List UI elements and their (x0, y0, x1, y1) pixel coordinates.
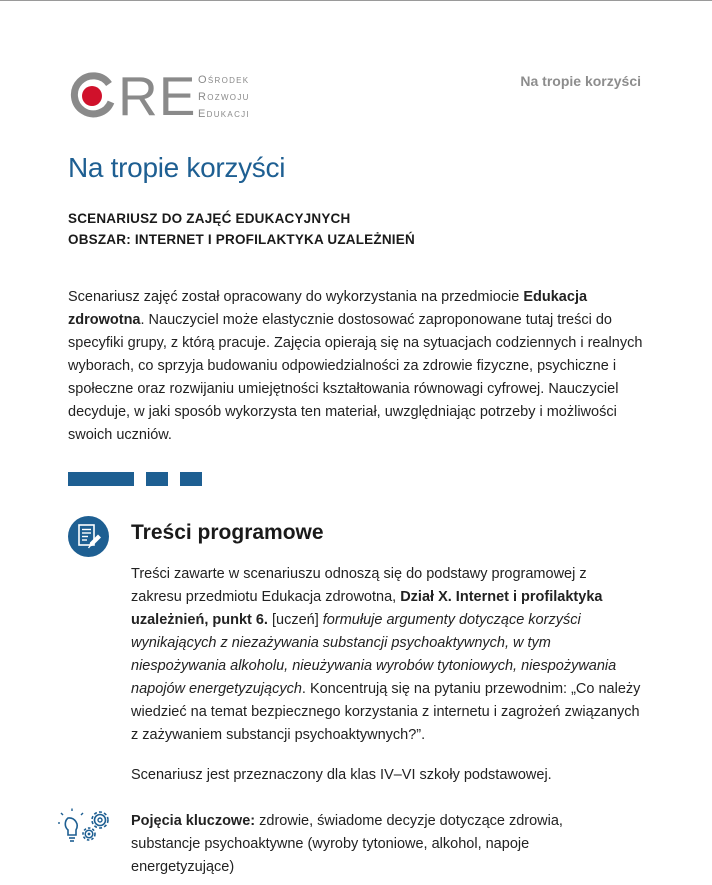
decorative-bar-long (68, 472, 134, 486)
section-curriculum-italic: formułuje argumenty dotyczące korzyści wynikających z niezażywania substancji psychoaktywnych, w tym niespożywania alkoholu, nieużywania wyrobów tytoniowych, niespożywania napojów energetyzujących (131, 612, 617, 697)
intro-subject-bold: Edukacja zdrowotna (68, 289, 588, 328)
section-text-1: Treści zawarte w scenariuszu odnoszą się do podstawy programowej z zakresu przedmiotu Edukacja zdrowotna, (131, 566, 587, 605)
target-audience-note: Scenariusz jest przeznaczony dla klas IV–VI szkoły podstawowej. (131, 767, 552, 783)
logo-line-3: Edukacji (198, 108, 250, 120)
section-text-3: . Koncentrują się na pytaniu przewodnim: „Co należy wiedzieć na temat bezpiecznego korzystania z internetu i zagrożeń związanych z zażywaniem substancji psychoaktywnych?”. (131, 681, 641, 743)
intro-paragraph (68, 286, 648, 447)
decorative-bar-short (180, 472, 202, 486)
logo-line-2: Rozwoju (198, 91, 250, 103)
section-title: Treści programowe (131, 521, 324, 544)
top-border-line (0, 0, 712, 1)
key-concepts-text: zdrowie, świadome decyzje dotyczące zdrowia, substancje psychoaktywne (wyroby tytoniowe, alkohol, napoje energetyzujące) (131, 813, 563, 875)
decorative-bar-short (146, 472, 168, 486)
logo-ring-icon (68, 72, 116, 120)
section-text-2: [uczeń] (267, 612, 323, 628)
section-body (131, 563, 641, 747)
logo-letters: RE (118, 65, 197, 127)
running-title: Na tropie korzyści (520, 73, 641, 89)
subtitle-line-1: SCENARIUSZ DO ZAJĘĆ EDUKACYJNYCH (68, 211, 351, 226)
key-concepts-label: Pojęcia kluczowe: (131, 813, 256, 829)
logo-line-1: Ośrodek (198, 74, 250, 86)
logo-text (198, 72, 250, 123)
subtitle (68, 208, 415, 250)
document-pen-icon (68, 516, 109, 557)
key-concepts (131, 810, 631, 879)
page-title: Na tropie korzyści (68, 152, 286, 183)
section-curriculum-bold: Dział X. Internet i profilaktyka uzależnień, punkt 6. (131, 589, 603, 628)
lightbulb-gears-icon (58, 808, 114, 848)
intro-text-2: . Nauczyciel może elastycznie dostosować zaproponowane tutaj treści do specyfiki grupy, z którą pracuje. Zajęcia opierają się na sytuacjach codziennych i realnych wyborach, co sprzyja budowaniu odpowiedzialności za zdrowie fizyczne, psychiczne i społeczne oraz rozwijaniu umiejętności kształtowania równowagi cyfrowej. Nauczyciel decyduje, w jaki sposób wykorzysta ten materiał, uwzględniając potrzeby i możliwości swoich uczniów. (68, 312, 643, 443)
intro-text-1: Scenariusz zajęć został opracowany do wykorzystania na przedmiocie (68, 289, 524, 305)
subtitle-line-2: OBSZAR: INTERNET I PROFILAKTYKA UZALEŻNIEŃ (68, 232, 415, 247)
